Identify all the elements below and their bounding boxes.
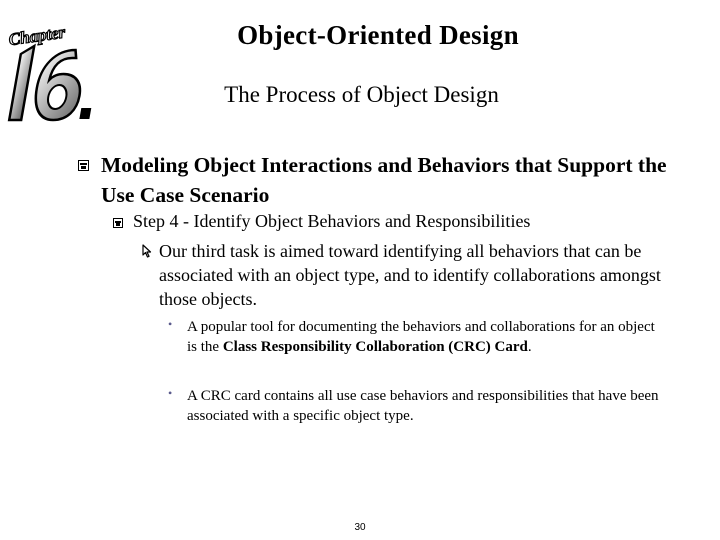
bullet-level-4-crc-tool: [187, 317, 667, 357]
crc-text-after: .: [527, 339, 532, 355]
crc-contents-text: A CRC card contains all use case behaviors and responsibilities that have been associated with a specific object type.: [187, 388, 659, 424]
crc-card-term: Class Responsibility Collaboration (CRC) Card: [222, 339, 528, 355]
dot-icon: •: [168, 317, 173, 331]
crc-text-before: A popular tool for documenting the behaviors and collaborations for an object is the: [187, 319, 655, 355]
mouse-pointer-icon: [140, 244, 154, 258]
floppy-disk-icon: [113, 218, 123, 228]
page-number: 30: [354, 522, 366, 533]
bullet-level-3: Our third task is aimed toward identifying all behaviors that can be associated with an object type, and to identify collaborations amongst those objects.: [159, 241, 661, 309]
slide-title: Object-Oriented Design: [237, 20, 519, 50]
bullet-level-2: Step 4 - Identify Object Behaviors and Responsibilities: [133, 211, 531, 231]
bullet-level-1: Modeling Object Interactions and Behaviors that Support the Use Case Scenario: [101, 153, 667, 207]
bullet-level-4-crc-contents: [187, 386, 667, 426]
logo-chapter-text: Chapter: [7, 22, 67, 50]
floppy-disk-icon: [78, 160, 89, 171]
dot-icon: •: [168, 386, 173, 400]
slide-subtitle: The Process of Object Design: [224, 82, 499, 107]
